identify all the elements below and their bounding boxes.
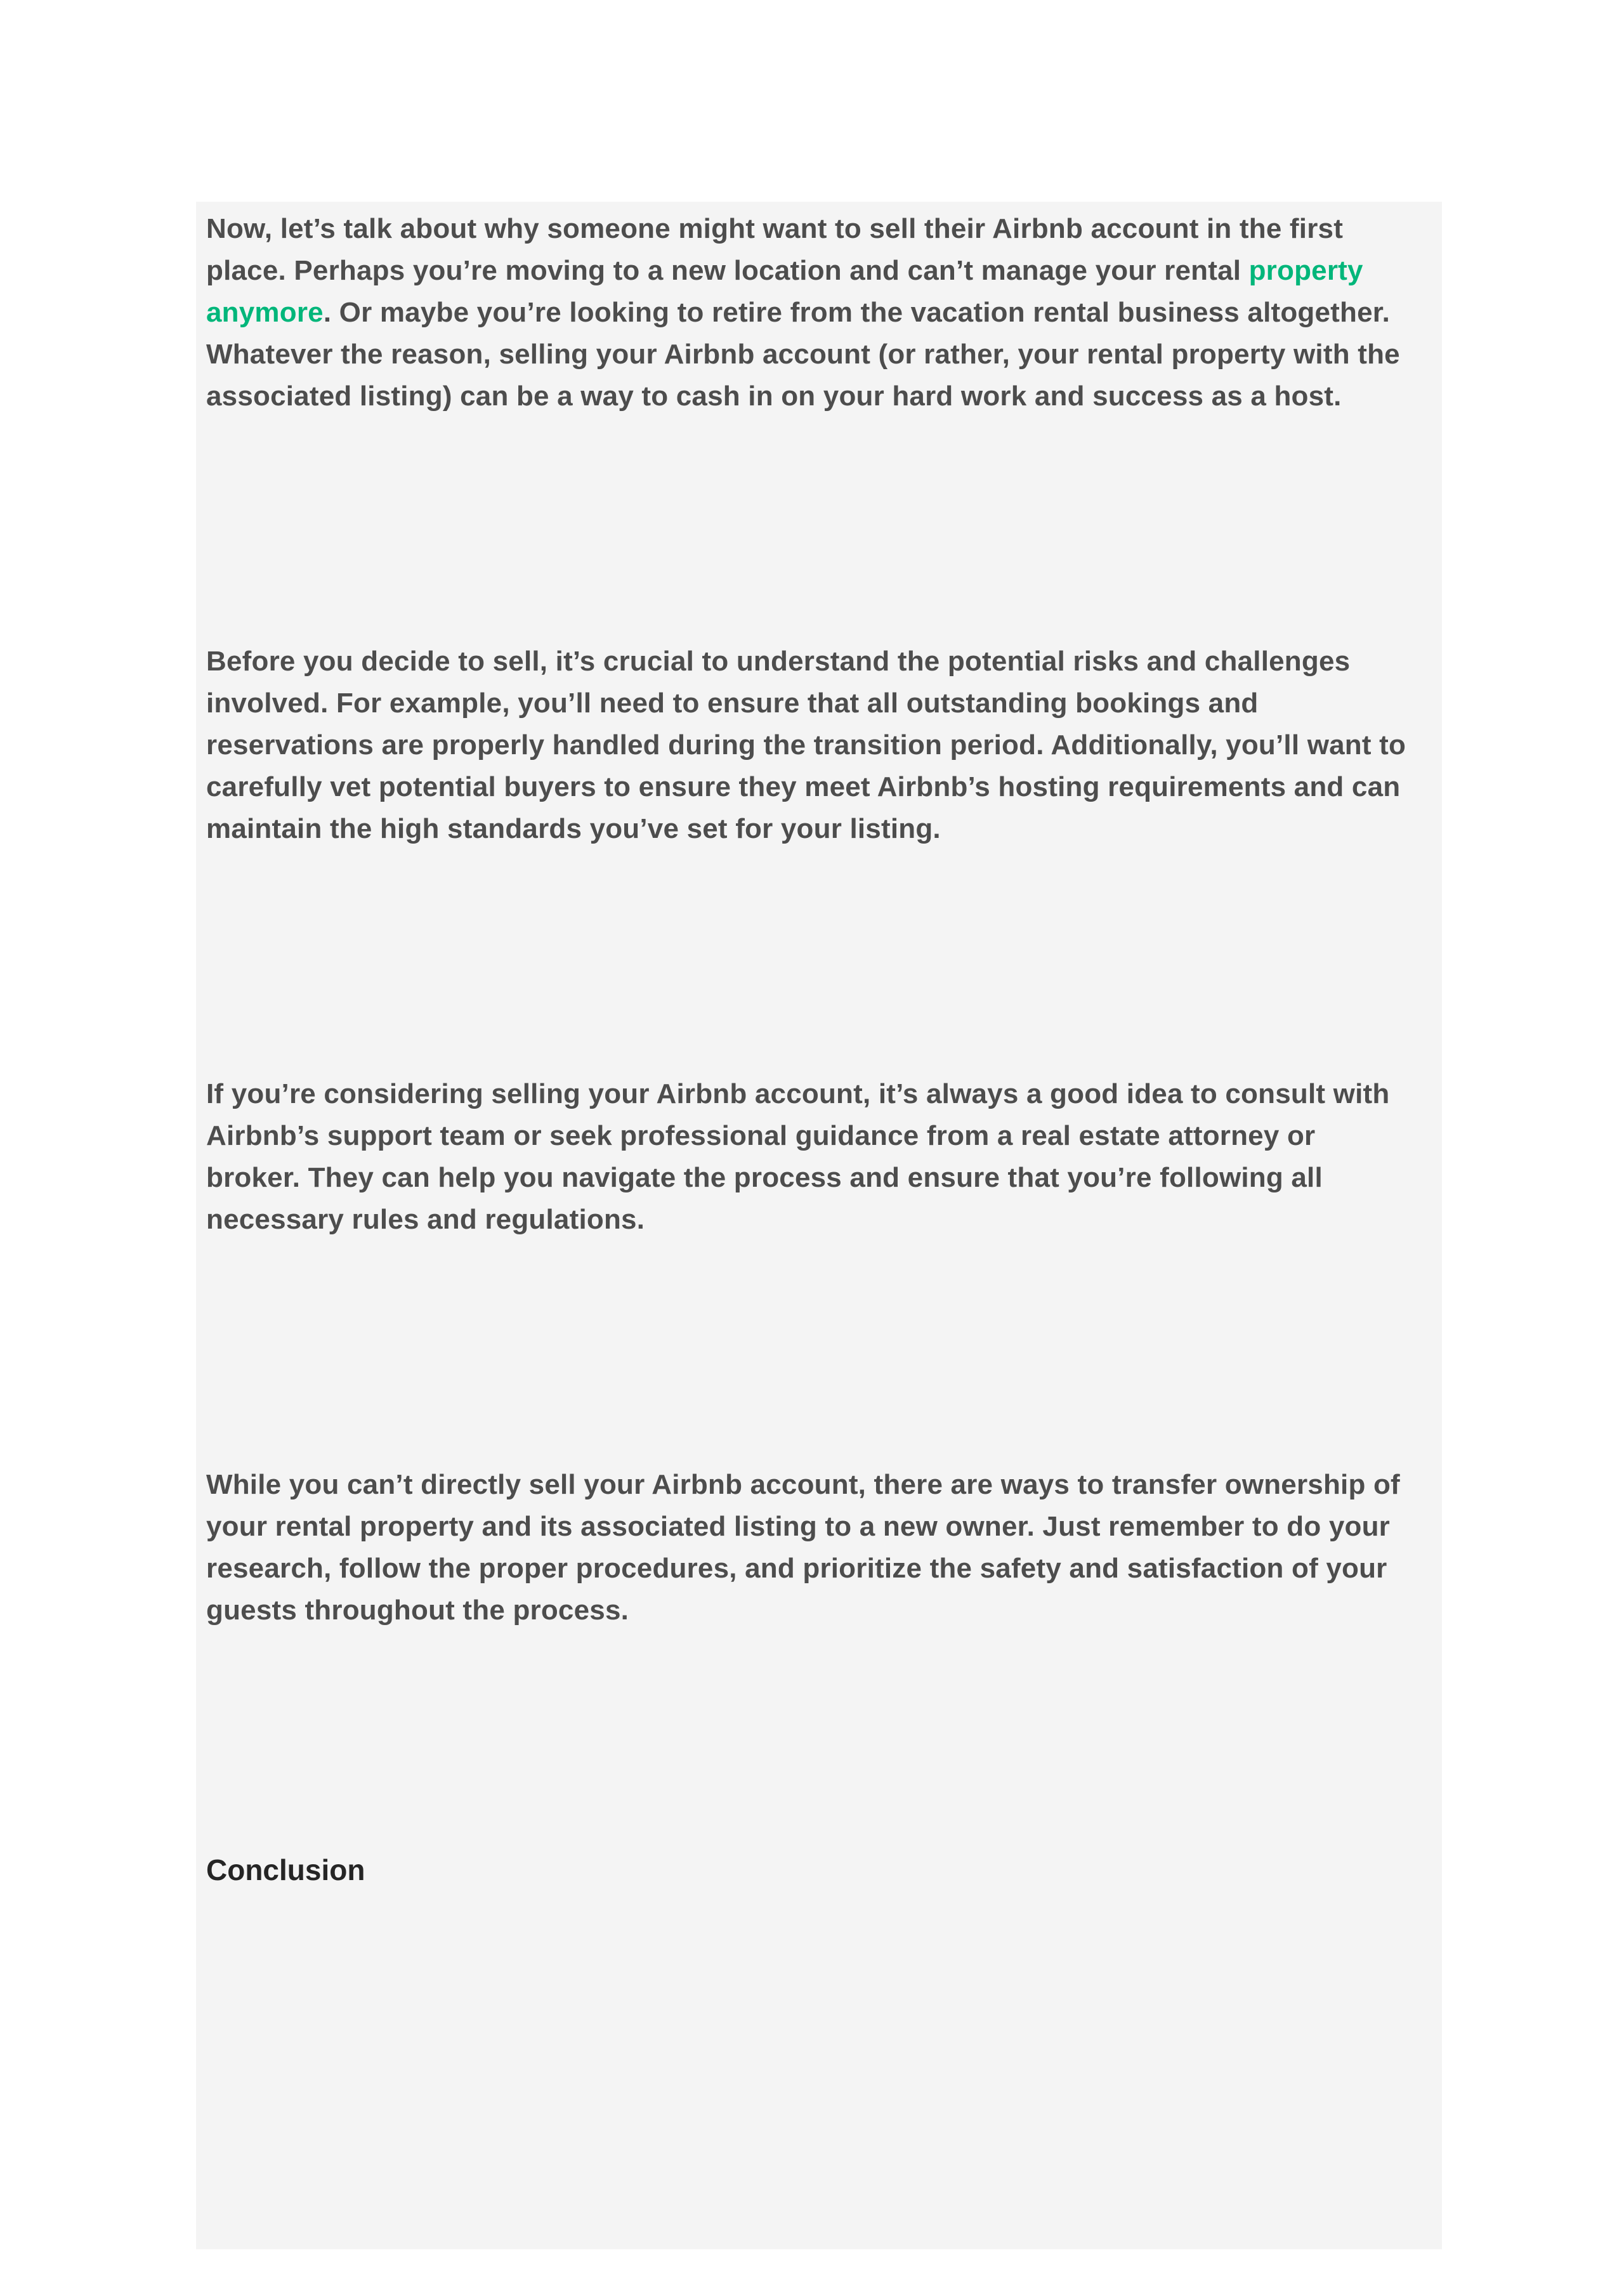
article-content bbox=[196, 202, 1442, 2249]
paragraph-sell-reasons-text-before: Now, let’s talk about why someone might want to sell their Airbnb account in the first place. Perhaps you’re moving to a new location and can’t manage your rental bbox=[206, 213, 1344, 286]
paragraph-sell-reasons-text-after: . Or maybe you’re looking to retire from the vacation rental business altogether. Whatever the reason, selling your Airbnb account (or rather, your rental property with the associated listing) can be a way to cash in on your hard work and success as a host. bbox=[206, 297, 1400, 412]
property-anymore-link[interactable]: property anymore bbox=[206, 255, 1363, 328]
paragraph-risks: Before you decide to sell, it’s crucial to understand the potential risks and challenges involved. For example, you’ll need to ensure that all outstanding bookings and reservations are properly handled during the transition period. Additionally, you’ll want to carefully vet potential buyers to ensure they meet Airbnb’s hosting requirements and can maintain the high standards you’ve set for your listing. bbox=[206, 646, 1406, 844]
paragraph-sell-reasons bbox=[206, 208, 1410, 417]
conclusion-heading: Conclusion bbox=[206, 1853, 365, 1886]
paragraph-consult: If you’re considering selling your Airbnb account, it’s always a good idea to consult with Airbnb’s support team or seek professional guidance from a real estate attorney or broker. They can help you navigate the process and ensure that you’re following all necessary rules and regulations. bbox=[206, 1078, 1390, 1235]
paragraph-transfer: While you can’t directly sell your Airbnb account, there are ways to transfer ownership of your rental property and its associated listing to a new owner. Just remember to do your research, follow the proper procedures, and prioritize the safety and satisfaction of your guests throughout the process. bbox=[206, 1469, 1400, 1626]
